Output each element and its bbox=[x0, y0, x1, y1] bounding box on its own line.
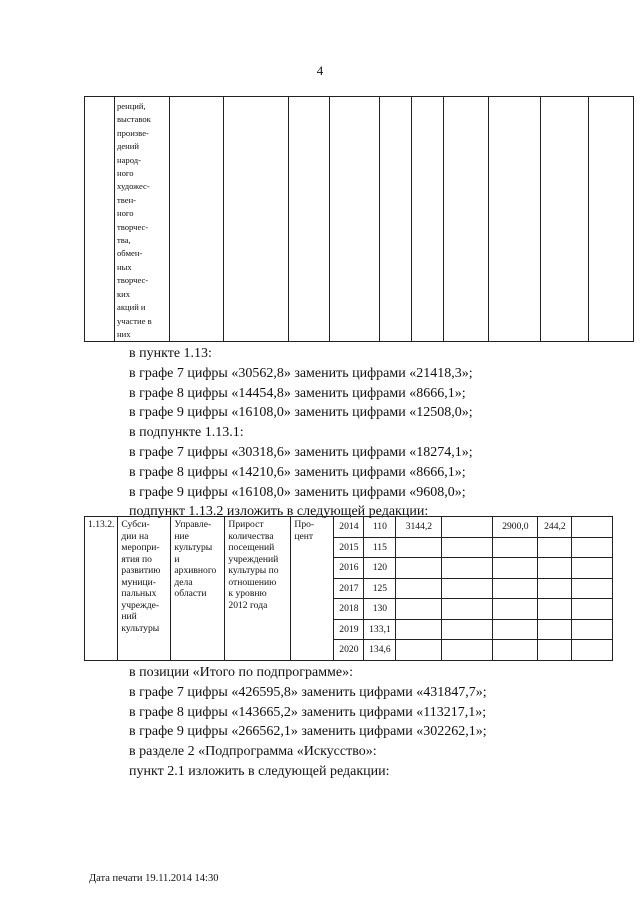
table-cell bbox=[572, 599, 613, 620]
year-cell: 2020 bbox=[334, 640, 364, 661]
paragraph-line: в графе 8 цифры «143665,2» заменить цифрами «113217,1»; bbox=[129, 704, 487, 720]
total-cell bbox=[396, 619, 442, 640]
table-cell bbox=[412, 97, 444, 342]
year-cell: 2019 bbox=[334, 619, 364, 640]
col8-cell bbox=[442, 599, 493, 620]
table-cell bbox=[572, 578, 613, 599]
col9-cell bbox=[493, 619, 538, 640]
paragraph-line: в графе 8 цифры «14454,8» заменить цифрами «8666,1»; bbox=[129, 385, 466, 401]
unit-cell bbox=[291, 517, 334, 661]
table-row bbox=[85, 97, 634, 342]
paragraph-line: в графе 9 цифры «16108,0» заменить цифрами «12508,0»; bbox=[129, 405, 473, 421]
col9-cell: 2900,0 bbox=[493, 517, 538, 538]
col9-cell bbox=[493, 558, 538, 579]
table-cell bbox=[572, 640, 613, 661]
paragraph-line: в графе 9 цифры «266562,1» заменить цифрами «302262,1»; bbox=[129, 724, 487, 740]
paragraph-line: в подпункте 1.13.1: bbox=[129, 425, 244, 441]
col9-cell bbox=[493, 537, 538, 558]
col8-cell bbox=[442, 558, 493, 579]
item-text: ренций, выставок произве- дений народ- ного художес- твен- ного творчес- тва, обмен- ных творчес- ких акций и участие в них bbox=[117, 101, 152, 339]
table-cell bbox=[85, 97, 115, 342]
total-cell bbox=[396, 599, 442, 620]
paragraph-line: в пункте 1.13: bbox=[129, 346, 212, 361]
amendment-paragraphs-1 bbox=[129, 344, 473, 522]
value-cell: 130 bbox=[364, 599, 396, 620]
paragraph-line: подпункт 1.13.2 изложить в следующей редакции: bbox=[129, 504, 429, 520]
col10-cell bbox=[538, 578, 572, 599]
item-number: 1.13.2. bbox=[88, 519, 115, 530]
table-cell bbox=[572, 619, 613, 640]
col9-cell bbox=[493, 578, 538, 599]
col8-cell bbox=[442, 537, 493, 558]
indicator-cell bbox=[225, 517, 291, 661]
paragraph-line: в графе 7 цифры «426595,8» заменить цифрами «431847,7»; bbox=[129, 684, 487, 700]
table-cell bbox=[170, 97, 224, 342]
table-cell bbox=[289, 97, 330, 342]
paragraph-line: в графе 7 цифры «30562,8» заменить цифрами «21418,3»; bbox=[129, 365, 473, 381]
item-name: Субси- дии на меропри- ятия по развитию муници- пальных учрежде- ний культуры bbox=[121, 519, 161, 634]
number-cell bbox=[85, 517, 118, 661]
col9-cell bbox=[493, 640, 538, 661]
year-cell: 2016 bbox=[334, 558, 364, 579]
paragraph-line: в графе 9 цифры «16108,0» заменить цифрами «9608,0»; bbox=[129, 484, 466, 500]
amendment-paragraphs-2 bbox=[129, 663, 487, 782]
col8-cell bbox=[442, 640, 493, 661]
name-cell bbox=[118, 517, 171, 661]
col8-cell bbox=[442, 619, 493, 640]
print-date-footer: Дата печати 19.11.2014 14:30 bbox=[89, 873, 219, 884]
value-cell: 125 bbox=[364, 578, 396, 599]
value-cell: 115 bbox=[364, 537, 396, 558]
page-number: 4 bbox=[316, 63, 324, 78]
table-cell bbox=[541, 97, 589, 342]
total-cell bbox=[396, 537, 442, 558]
paragraph-line: в позиции «Итого по подпрограмме»: bbox=[129, 665, 354, 680]
year-cell: 2018 bbox=[334, 599, 364, 620]
col10-cell bbox=[538, 619, 572, 640]
year-cell: 2015 bbox=[334, 537, 364, 558]
table-cell bbox=[115, 97, 170, 342]
table-cell bbox=[489, 97, 541, 342]
col10-cell bbox=[538, 599, 572, 620]
paragraph-line: в графе 7 цифры «30318,6» заменить цифрами «18274,1»; bbox=[129, 444, 473, 460]
executor-cell bbox=[171, 517, 225, 661]
year-cell: 2017 bbox=[334, 578, 364, 599]
table-cell bbox=[224, 97, 289, 342]
total-cell bbox=[396, 558, 442, 579]
table-cell bbox=[330, 97, 380, 342]
col8-cell bbox=[442, 517, 493, 538]
paragraph-line: в графе 8 цифры «14210,6» заменить цифрами «8666,1»; bbox=[129, 464, 466, 480]
col10-cell bbox=[538, 558, 572, 579]
paragraph-line: пункт 2.1 изложить в следующей редакции: bbox=[129, 763, 390, 779]
col10-cell bbox=[538, 640, 572, 661]
col10-cell: 244,2 bbox=[538, 517, 572, 538]
table-cell bbox=[444, 97, 489, 342]
col8-cell bbox=[442, 578, 493, 599]
item-executor: Управле- ние культуры и архивного дела области bbox=[174, 519, 217, 599]
year-cell: 2014 bbox=[334, 517, 364, 538]
table-cell bbox=[572, 517, 613, 538]
col10-cell bbox=[538, 537, 572, 558]
total-cell bbox=[396, 640, 442, 661]
table-cell bbox=[572, 537, 613, 558]
total-cell: 3144,2 bbox=[396, 517, 442, 538]
col9-cell bbox=[493, 599, 538, 620]
value-cell: 110 bbox=[364, 517, 396, 538]
paragraph-line: в разделе 2 «Подпрограмма «Искусство»: bbox=[129, 744, 377, 760]
item-unit: Про- цент bbox=[294, 519, 315, 542]
total-cell bbox=[396, 578, 442, 599]
subitem-table bbox=[84, 516, 613, 661]
value-cell: 134,6 bbox=[364, 640, 396, 661]
table-row bbox=[85, 517, 613, 538]
value-cell: 133,1 bbox=[364, 619, 396, 640]
continuation-table bbox=[84, 96, 634, 342]
value-cell: 120 bbox=[364, 558, 396, 579]
table-cell bbox=[380, 97, 412, 342]
item-indicator: Прирост количества посещений учреждений культуры по отношению к уровню 2012 года bbox=[228, 519, 279, 611]
table-cell bbox=[589, 97, 634, 342]
table-cell bbox=[572, 558, 613, 579]
